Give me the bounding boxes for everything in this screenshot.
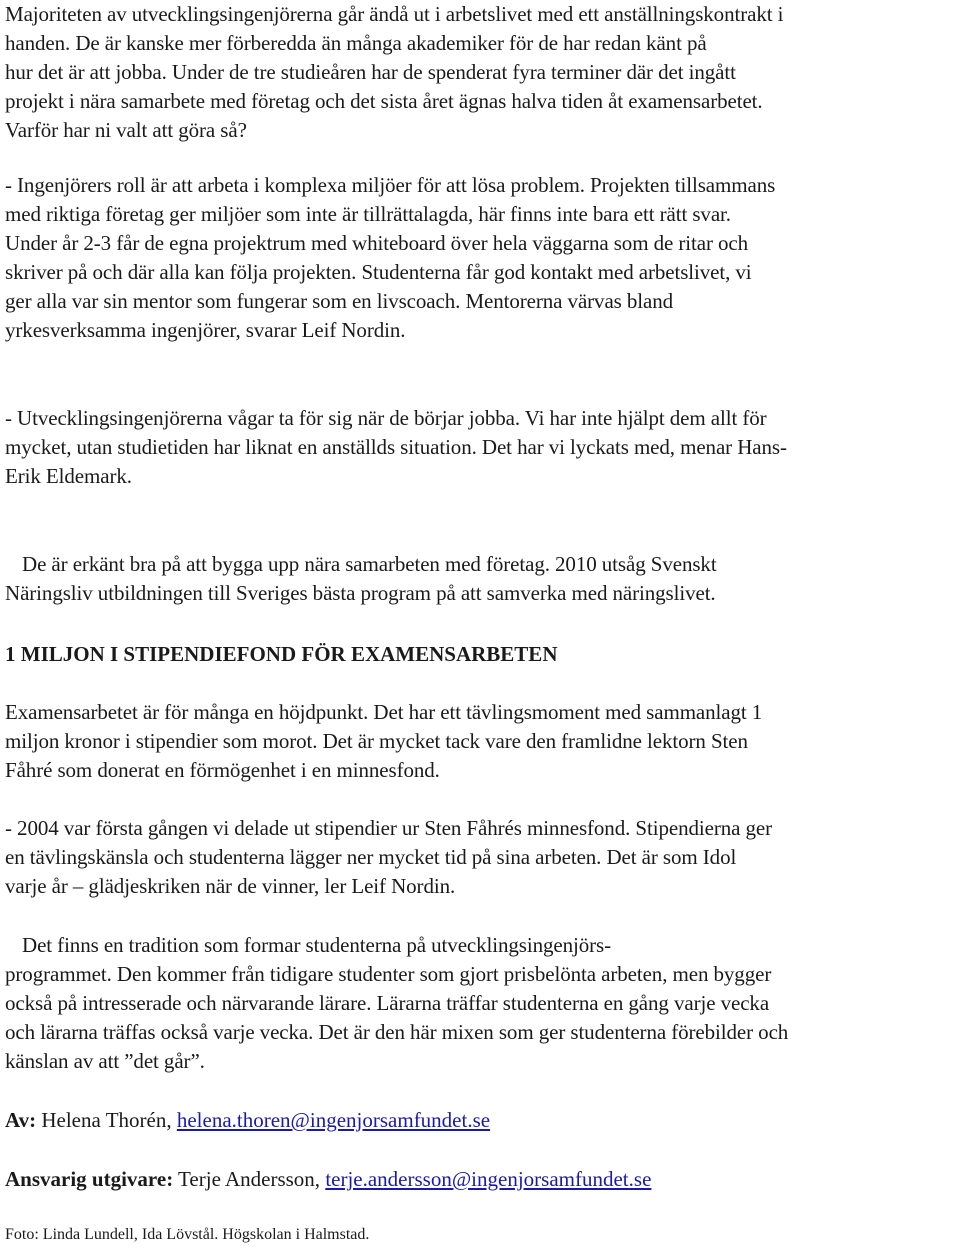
text-line: mycket, utan studietiden har liknat en anställds situation. Det har vi lyckats med, menar Hans- bbox=[5, 435, 787, 459]
intro-paragraph bbox=[5, 0, 783, 145]
text-line: Examensarbetet är för många en höjdpunkt. Det har ett tävlingsmoment med sammanlagt 1 bbox=[5, 700, 763, 724]
collaboration-paragraph bbox=[5, 550, 717, 608]
text-line: - 2004 var första gången vi delade ut stipendier ur Sten Fåhrés minnesfond. Stipendierna ger bbox=[5, 816, 773, 840]
publisher-name: Terje Andersson, bbox=[173, 1167, 326, 1191]
publisher-email-link[interactable]: terje.andersson@ingenjorsamfundet.se bbox=[325, 1167, 652, 1191]
section-heading: 1 MILJON I STIPENDIEFOND FÖR EXAMENSARBETEN bbox=[5, 642, 558, 666]
text-line: ger alla var sin mentor som fungerar som en livscoach. Mentorerna värvas bland bbox=[5, 289, 674, 313]
text-line: varje år – glädjeskriken när de vinner, ler Leif Nordin. bbox=[5, 874, 456, 898]
text-line: och lärarna träffas också varje vecka. Det är den här mixen som ger studenterna förebilder och bbox=[5, 1020, 789, 1044]
text-line: handen. De är kanske mer förberedda än många akademiker för de har redan känt på bbox=[5, 31, 707, 55]
text-line: Näringsliv utbildningen till Sveriges bästa program på att samverka med näringslivet. bbox=[5, 581, 716, 605]
text-line: Varför har ni valt att göra så? bbox=[5, 118, 247, 142]
quote-paragraph-nordin-1 bbox=[5, 171, 775, 345]
author-name: Helena Thorén, bbox=[36, 1108, 177, 1132]
thesis-paragraph bbox=[5, 698, 762, 785]
author-line bbox=[5, 1106, 490, 1135]
text-line: Majoriteten av utvecklingsingenjörerna går ändå ut i arbetslivet med ett anställningskontrakt i bbox=[5, 2, 784, 26]
text-line: miljon kronor i stipendier som morot. Det är mycket tack vare den framlidne lektorn Sten bbox=[5, 729, 748, 753]
author-label: Av: bbox=[5, 1108, 37, 1132]
text-line: Under år 2-3 får de egna projektrum med whiteboard över hela väggarna som de ritar och bbox=[5, 231, 749, 255]
text-line: programmet. Den kommer från tidigare studenter som gjort prisbelönta arbeten, men bygger bbox=[5, 962, 772, 986]
text-line: Erik Eldemark. bbox=[5, 464, 132, 488]
publisher-line bbox=[5, 1165, 651, 1194]
text-line: Fåhré som donerat en förmögenhet i en minnesfond. bbox=[5, 758, 440, 782]
text-line: skriver på och där alla kan följa projekten. Studenterna får god kontakt med arbetslivet, vi bbox=[5, 260, 752, 284]
text-line: Det finns en tradition som formar studenterna på utvecklingsingenjörs- bbox=[22, 933, 612, 957]
text-line: - Utvecklingsingenjörerna vågar ta för sig när de börjar jobba. Vi har inte hjälpt dem allt för bbox=[5, 406, 767, 430]
text-line: De är erkänt bra på att bygga upp nära samarbeten med företag. 2010 utsåg Svenskt bbox=[22, 552, 717, 576]
photo-credit: Foto: Linda Lundell, Ida Lövstål. Högskolan i Halmstad. bbox=[5, 1226, 370, 1243]
quote-paragraph-eldemark bbox=[5, 404, 787, 491]
quote-paragraph-nordin-2 bbox=[5, 814, 772, 901]
text-line: - Ingenjörers roll är att arbeta i komplexa miljöer för att lösa problem. Projekten tillsammans bbox=[5, 173, 776, 197]
text-line: projekt i nära samarbete med företag och det sista året ägnas halva tiden åt examensarbetet. bbox=[5, 89, 763, 113]
text-line: också på intresserade och närvarande lärare. Lärarna träffar studenterna en gång varje vecka bbox=[5, 991, 770, 1015]
text-line: med riktiga företag ger miljöer som inte är tillrättalagda, här finns inte bara ett rätt svar. bbox=[5, 202, 731, 226]
text-line: känslan av att ”det går”. bbox=[5, 1049, 205, 1073]
publisher-label: Ansvarig utgivare: bbox=[5, 1167, 174, 1191]
tradition-paragraph bbox=[5, 931, 788, 1076]
author-email-link[interactable]: helena.thoren@ingenjorsamfundet.se bbox=[176, 1108, 491, 1132]
text-line: hur det är att jobba. Under de tre studieåren har de spenderat fyra terminer där det ingått bbox=[5, 60, 736, 84]
text-line: yrkesverksamma ingenjörer, svarar Leif Nordin. bbox=[5, 318, 406, 342]
text-line: en tävlingskänsla och studenterna lägger ner mycket tid på sina arbeten. Det är som Idol bbox=[5, 845, 737, 869]
